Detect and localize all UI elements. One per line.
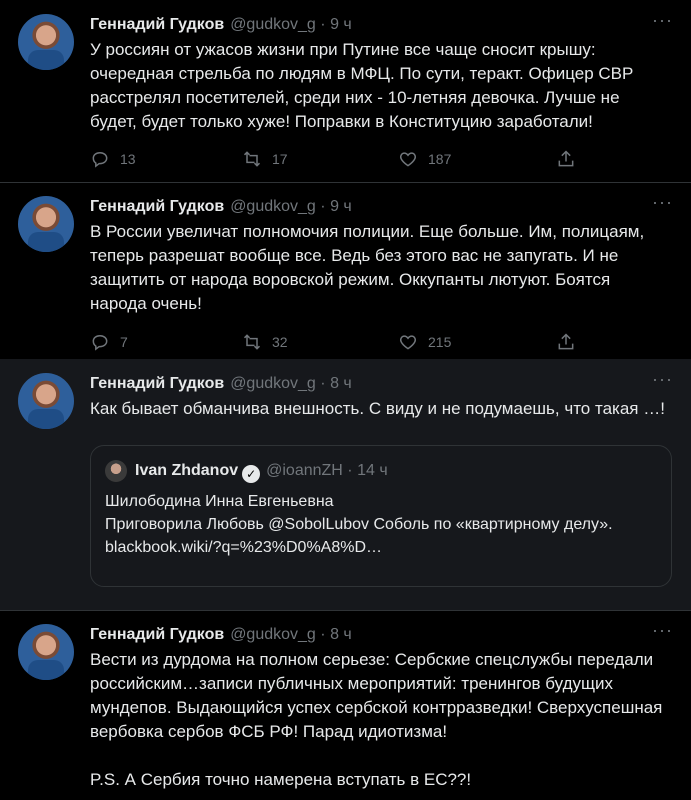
quoted-time: 14 ч [357,462,388,479]
verified-badge-icon: ✓ [242,465,260,483]
avatar[interactable] [18,14,74,70]
quoted-line: Приговорила Любовь @SobolLubov Соболь по «квартирному делу». [105,516,613,533]
quoted-handle: @ioannZH [266,462,343,479]
author-handle[interactable]: @gudkov_g [230,626,316,643]
reply-icon [90,332,110,352]
tweet-text: У россиян от ужасов жизни при Путине все чаще сносит крышу: очередная стрельба по людям в МФЦ. По сути, теракт. Офицер СВР расстрелял посетителей, среди них - 10-летняя девочка. Лучше не будет, будет только хуже! Поправки в Конституцию заработали! [90,40,639,131]
like-button[interactable] [398,331,451,353]
author-handle[interactable]: @gudkov_g [230,16,316,33]
tweet[interactable] [0,610,691,800]
author-name[interactable]: Геннадий Гудков [90,16,225,33]
quoted-header: Ivan Zhdanov ✓ @ioannZH · 14 ч [135,462,388,481]
author-handle[interactable]: @gudkov_g [230,375,316,392]
tweet-time[interactable]: 8 ч [330,375,352,392]
share-icon [556,149,576,169]
tweet-time[interactable]: 9 ч [330,16,352,33]
quoted-tweet[interactable] [90,445,672,587]
like-count: 187 [428,151,452,167]
author-name[interactable]: Геннадий Гудков [90,198,225,215]
tweet-text: Вести из дурдома на полном серьезе: Сербские спецслужбы передали российским…записи публичных мероприятий: тренингов будущих мундепов. Выдающийся успех сербской контрразведки! Сверхуспешная вербовка сербов ФСБ РФ! Парад идиотизма! P.S. А Сербия точно намерена вступать в ЕС??! [90,650,663,789]
heart-icon [398,149,418,169]
quoted-text [105,490,655,559]
share-icon [556,332,576,352]
tweet[interactable] [0,0,691,183]
author-name[interactable]: Геннадий Гудков [90,375,225,392]
quoted-link[interactable]: blackbook.wiki/?q=%23%D0%A8%D… [105,539,383,556]
quoted-avatar [105,460,127,482]
reply-count: 7 [120,334,128,350]
share-button[interactable] [556,331,586,353]
tweet-header: Геннадий Гудков @gudkov_g · 9 ч ··· [90,192,673,215]
tweet[interactable] [0,182,691,360]
retweet-button[interactable] [242,148,288,170]
tweet-time[interactable]: 9 ч [330,198,352,215]
tweet-actions [90,331,671,353]
like-count: 215 [428,334,452,350]
author-name[interactable]: Геннадий Гудков [90,626,225,643]
more-options-icon[interactable]: ··· [652,369,673,389]
more-options-icon[interactable]: ··· [652,10,673,30]
tweet-header: Геннадий Гудков @gudkov_g · 9 ч ··· [90,10,673,33]
more-options-icon[interactable]: ··· [652,620,673,640]
avatar[interactable] [18,196,74,252]
heart-icon [398,332,418,352]
reply-button[interactable] [90,148,136,170]
tweet-text: Как бывает обманчива внешность. С виду и не подумаешь, что такая …! [90,399,665,418]
quoted-line: Шилободина Инна Евгеньевна [105,493,334,510]
retweet-icon [242,332,262,352]
avatar[interactable] [18,373,74,429]
retweet-count: 17 [272,151,288,167]
share-button[interactable] [556,148,586,170]
retweet-button[interactable] [242,331,288,353]
like-button[interactable] [398,148,451,170]
tweet-header: Геннадий Гудков @gudkov_g · 8 ч ··· [90,620,673,643]
avatar[interactable] [18,624,74,680]
author-handle[interactable]: @gudkov_g [230,198,316,215]
tweet-header: Геннадий Гудков @gudkov_g · 8 ч ··· [90,369,673,392]
quoted-author-name: Ivan Zhdanov [135,462,239,479]
tweet-time[interactable]: 8 ч [330,626,352,643]
reply-icon [90,149,110,169]
reply-button[interactable] [90,331,128,353]
more-options-icon[interactable]: ··· [652,192,673,212]
tweet-text: В России увеличат полномочия полиции. Еще больше. Им, полицаям, теперь разрешат вообще все. Ведь без этого вас не запугать. И не защитить от народа воровской режим. Оккупанты лютуют. Боятся народа очень! [90,222,649,313]
retweet-count: 32 [272,334,288,350]
tweet-actions [90,148,671,170]
reply-count: 13 [120,151,136,167]
retweet-icon [242,149,262,169]
tweet[interactable] [0,359,691,611]
